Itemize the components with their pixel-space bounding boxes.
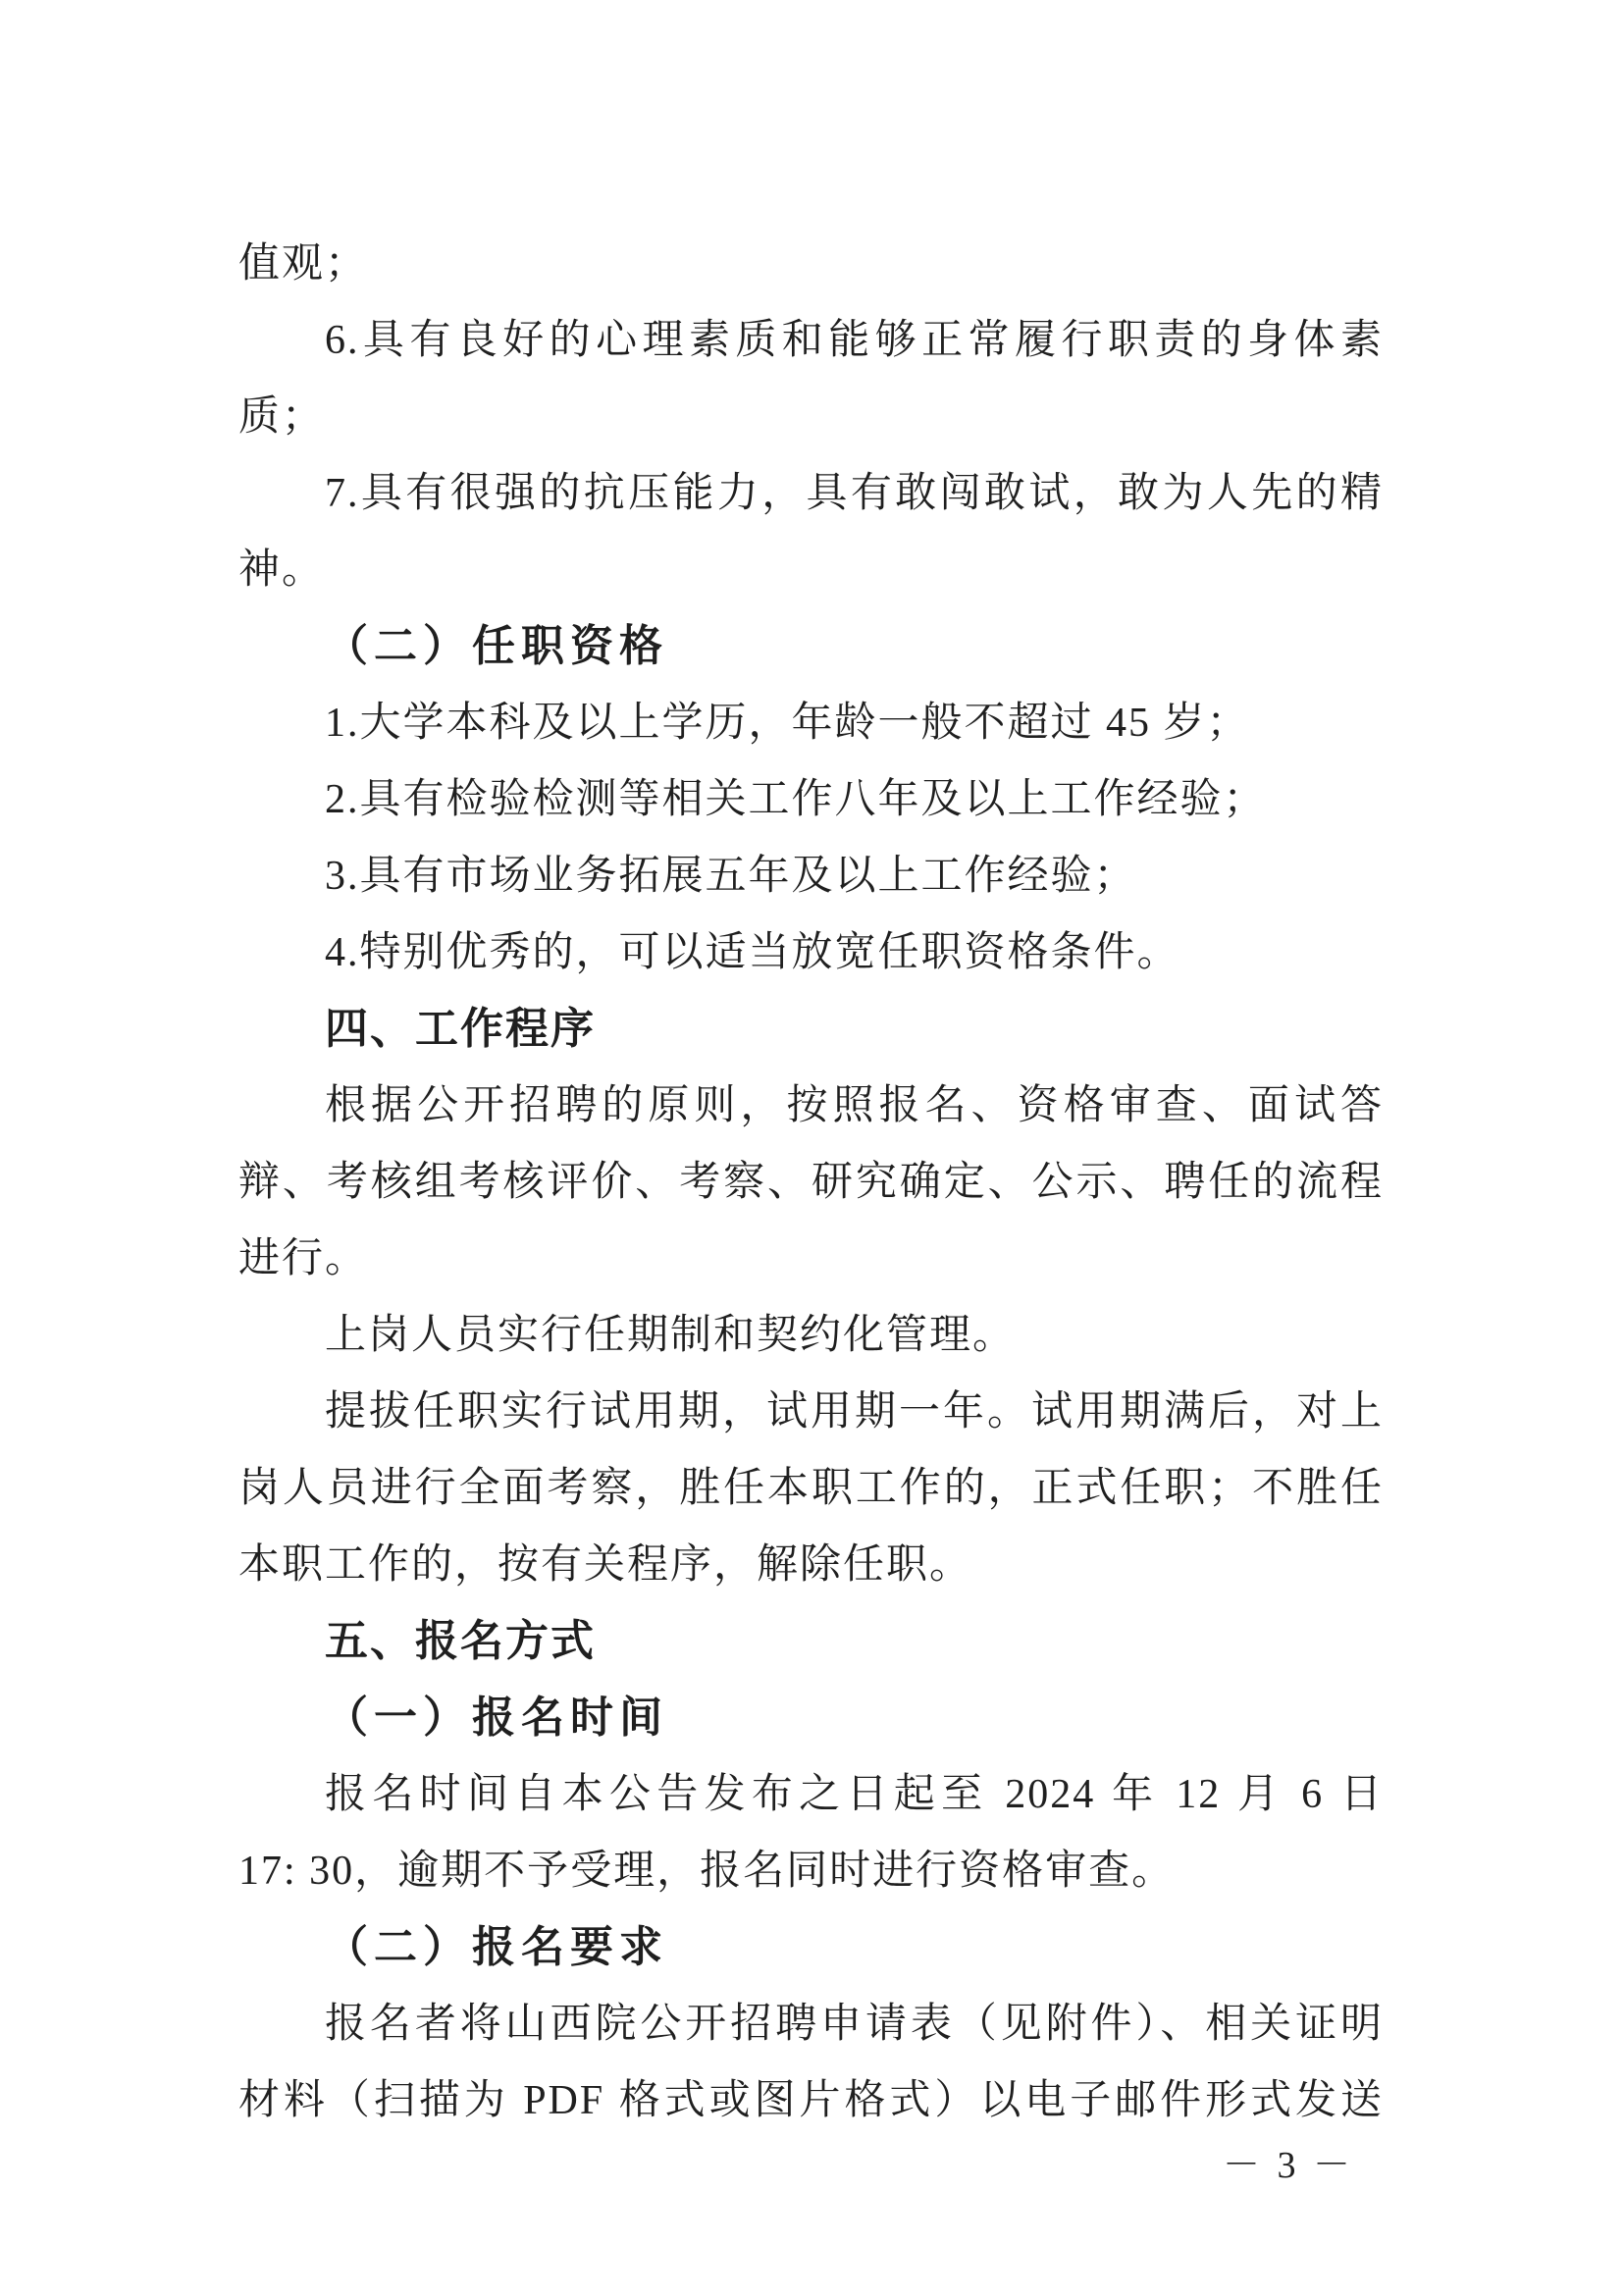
text-line: 值观； (238, 241, 369, 287)
text-line: 7.具有很强的抗压能力，具有敢闯敢试，敢为人先的精 (325, 471, 1384, 516)
text-line: 辩、考核组考核评价、考察、研究确定、公示、聘任的流程 (238, 1160, 1384, 1205)
text-line: 1.大学本科及以上学历，年龄一般不超过 45 岁； (325, 701, 1250, 746)
text-line: 本职工作的，按有关程序，解除任职。 (238, 1542, 973, 1588)
text-line: 进行。 (238, 1236, 369, 1281)
heading-qualifications: （二）任职资格 (325, 622, 668, 670)
text-line: 6.具有良好的心理素质和能够正常履行职责的身体素 (325, 318, 1384, 363)
text-line: 提拔任职实行试用期，试用期一年。试用期满后，对上 (325, 1389, 1384, 1434)
page-number: － 3 － (1222, 2145, 1354, 2186)
text-line: 2.具有检验检测等相关工作八年及以上工作经验； (325, 777, 1267, 822)
text-line: 17: 30，逾期不予受理，报名同时进行资格审查。 (238, 1849, 1176, 1894)
text-line: 上岗人员实行任期制和契约化管理。 (325, 1313, 1017, 1358)
text-line: 报名者将山西院公开招聘申请表（见附件）、相关证明 (325, 2002, 1384, 2047)
heading-registration-method: 五、报名方式 (325, 1617, 596, 1665)
text-line: 3.具有市场业务拓展五年及以上工作经验； (325, 854, 1137, 899)
text-line: 报名时间自本公告发布之日起至 2024 年 12 月 6 日 (325, 1772, 1384, 1817)
heading-work-procedure: 四、工作程序 (325, 1005, 596, 1053)
text-line: 质； (238, 394, 326, 440)
heading-registration-requirements: （二）报名要求 (325, 1923, 668, 1971)
text-line: 4.特别优秀的，可以适当放宽任职资格条件。 (325, 930, 1180, 975)
text-line: 岗人员进行全面考察，胜任本职工作的，正式任职；不胜任 (238, 1466, 1384, 1511)
heading-registration-time: （一）报名时间 (325, 1694, 668, 1742)
document-body (238, 226, 1384, 2139)
text-line: 根据公开招聘的原则，按照报名、资格审查、面试答 (325, 1083, 1384, 1128)
text-line: 神。 (238, 548, 326, 593)
text-line: 材料（扫描为 PDF 格式或图片格式）以电子邮件形式发送 (238, 2078, 1384, 2123)
